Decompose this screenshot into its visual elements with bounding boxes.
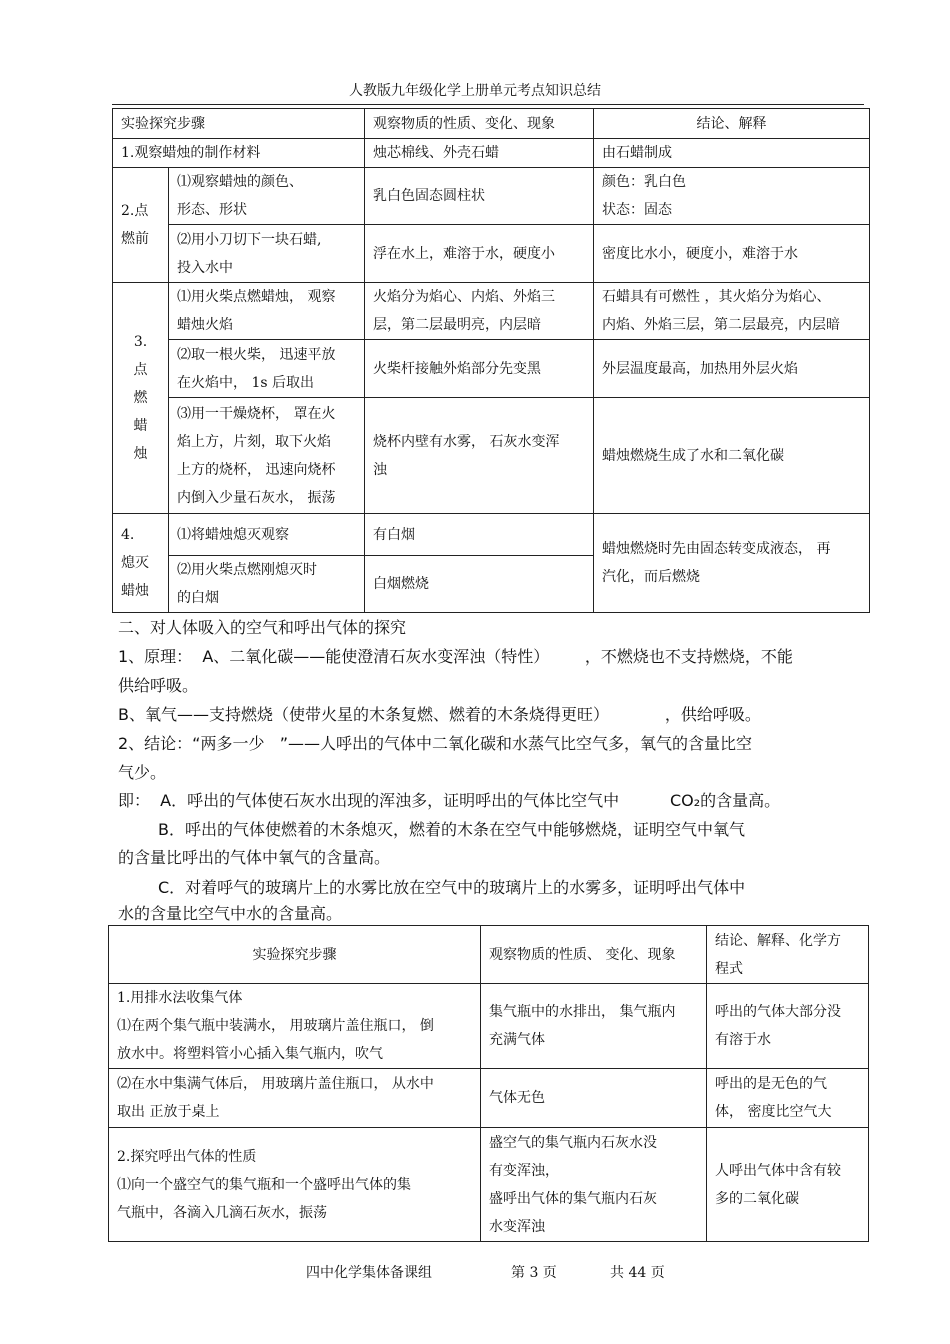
principle-b: B、氧气——支持燃烧（使带火星的木条复燃、燃着的木条烧得更旺） ，供给呼吸。 <box>118 705 761 724</box>
group2-label: 2.点 燃前 <box>113 168 169 283</box>
group2b-step: ⑵用小刀切下一块石蜡, 投入水中 <box>169 225 365 283</box>
point-c-line2: 水的含量比空气中水的含量高。 <box>118 904 343 923</box>
group3a-conclusion: 石蜡具有可燃性 ，其火焰分为焰心、 内焰、外焰三层，第二层最亮，内层暗 <box>594 283 870 340</box>
header-rule <box>112 104 864 105</box>
principle-a-line2: 供给呼吸。 <box>118 676 199 695</box>
group3b-observe: 火柴杆接触外焰部分先变黑 <box>365 340 594 398</box>
table2-row3-conclusion: 人呼出气体中含有较 多的二氧化碳 <box>707 1128 869 1242</box>
breath-experiment-table <box>108 925 869 1242</box>
page-header-title: 人教版九年级化学上册单元考点知识总结 <box>349 83 601 99</box>
group4-conclusion: 蜡烛燃烧时先由固态转变成液态， 再 汽化，而后燃烧 <box>594 514 870 613</box>
group2a-step: ⑴观察蜡烛的颜色、 形态、形状 <box>169 168 365 225</box>
point-c-line1: C．对着呼气的玻璃片上的水雾比放在空气中的玻璃片上的水雾多，证明呼出气体中 <box>158 878 746 897</box>
table2-header-observe: 观察物质的性质、 变化、现象 <box>481 926 707 984</box>
footer-total-pages: 共 44 页 <box>610 1265 665 1281</box>
row1-conclusion: 由石蜡制成 <box>594 139 870 168</box>
row1-observe: 烛芯棉线、外壳石蜡 <box>365 139 594 168</box>
group2a-conclusion: 颜色：乳白色 状态：固态 <box>594 168 870 225</box>
table2-row3-observe: 盛空气的集气瓶内石灰水没 有变浑浊， 盛呼出气体的集气瓶内石灰 水变浑浊 <box>481 1128 707 1242</box>
footer-page-number: 第 3 页 <box>511 1265 557 1281</box>
conclusion-line1: 2、结论：“两多一少 ”——人呼出的气体中二氧化碳和水蒸气比空气多，氧气的含量比空 <box>118 734 753 753</box>
table2-row3-step: 2.探究呼出气体的性质 ⑴向一个盛空气的集气瓶和一个盛呼出气体的集 气瓶中，各滴入几滴石灰水，振荡 <box>109 1128 481 1242</box>
group3-label: 3. 点 燃 蜡 烛 <box>113 283 169 514</box>
group4b-step: ⑵用火柴点燃刚熄灭时 的白烟 <box>169 556 365 613</box>
group3a-observe: 火焰分为焰心、内焰、外焰三 层，第二层最明亮，内层暗 <box>365 283 594 340</box>
group3a-step: ⑴用火柴点燃蜡烛， 观察 蜡烛火焰 <box>169 283 365 340</box>
point-b-line2: 的含量比呼出的气体中氧气的含量高。 <box>118 848 391 867</box>
section2-heading: 二、对人体吸入的空气和呼出气体的探究 <box>118 618 407 637</box>
group2a-observe: 乳白色固态圆柱状 <box>365 168 594 225</box>
table1-header-step: 实验探究步骤 <box>113 109 365 139</box>
table2-header-step: 实验探究步骤 <box>109 926 481 984</box>
principle-a-line1: 1、原理： A、二氧化碳——能使澄清石灰水变浑浊（特性） ，不燃烧也不支持燃烧，不能 <box>118 647 793 666</box>
group4b-observe: 白烟燃烧 <box>365 556 594 613</box>
candle-experiment-table <box>112 108 870 613</box>
table2-header-conclusion: 结论、解释、化学方 程式 <box>707 926 869 984</box>
group4-label: 4. 熄灭 蜡烛 <box>113 514 169 613</box>
table1-header-observe: 观察物质的性质、变化、现象 <box>365 109 594 139</box>
table2-row2-conclusion: 呼出的是无色的气 体， 密度比空气大 <box>707 1069 869 1128</box>
group4a-observe: 有白烟 <box>365 514 594 556</box>
group3c-step: ⑶用一干燥烧杯， 罩在火 焰上方，片刻，取下火焰 上方的烧杯， 迅速向烧杯 内倒入少量石灰水， 振荡 <box>169 398 365 514</box>
group3b-conclusion: 外层温度最高，加热用外层火焰 <box>594 340 870 398</box>
conclusion-line2: 气少。 <box>118 763 167 782</box>
table2-row2-observe: 气体无色 <box>481 1069 707 1128</box>
group3b-step: ⑵取一根火柴， 迅速平放 在火焰中， 1s 后取出 <box>169 340 365 398</box>
row1-step: 1.观察蜡烛的制作材料 <box>113 139 365 168</box>
group4a-step: ⑴将蜡烛熄灭观察 <box>169 514 365 556</box>
table2-row1-observe: 集气瓶中的水排出， 集气瓶内 充满气体 <box>481 984 707 1069</box>
table2-row1-conclusion: 呼出的气体大部分没 有溶于水 <box>707 984 869 1069</box>
group3c-conclusion: 蜡烛燃烧生成了水和二氧化碳 <box>594 398 870 514</box>
table2-row2-step: ⑵在水中集满气体后， 用玻璃片盖住瓶口， 从水中 取出 正放于桌上 <box>109 1069 481 1128</box>
point-a: 即： A．呼出的气体使石灰水出现的浑浊多，证明呼出的气体比空气中 CO₂的含量高。 <box>118 791 781 810</box>
table2-row1-step: 1.用排水法收集气体 ⑴在两个集气瓶中装满水， 用玻璃片盖住瓶口， 倒 放水中。将塑料管小心插入集气瓶内，吹气 <box>109 984 481 1069</box>
table1-header-conclusion: 结论、解释 <box>594 109 870 139</box>
group3c-observe: 烧杯内壁有水雾， 石灰水变浑 浊 <box>365 398 594 514</box>
footer-group: 四中化学集体备课组 <box>306 1265 432 1281</box>
point-b-line1: B．呼出的气体使燃着的木条熄灭，燃着的木条在空气中能够燃烧，证明空气中氧气 <box>158 820 745 839</box>
group2b-observe: 浮在水上，难溶于水，硬度小 <box>365 225 594 283</box>
group2b-conclusion: 密度比水小，硬度小，难溶于水 <box>594 225 870 283</box>
